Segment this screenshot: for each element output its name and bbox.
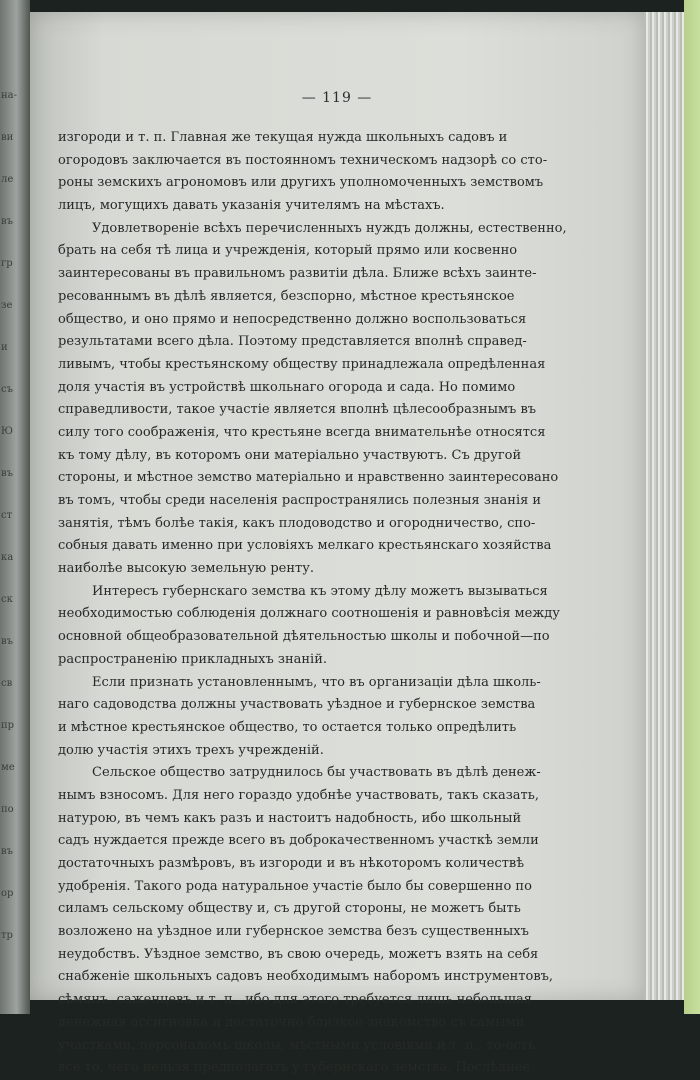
book-page bbox=[30, 12, 644, 1076]
left-page-fragment: Ю bbox=[1, 426, 13, 437]
text-line: ливымъ, чтобы крестьянскому обществу принадлежала опредѣленная bbox=[58, 356, 546, 372]
left-page-fragment: и bbox=[1, 342, 8, 353]
text-line: сѣмянъ, саженцевъ и т. п., ибо для этого требуется лишь небольшая bbox=[58, 992, 532, 1008]
left-page-fragment: въ bbox=[1, 216, 13, 227]
left-page-fragment: пр bbox=[1, 720, 15, 731]
text-line: нымъ взносомъ. Для него гораздо удобнѣе участвовать, такъ сказать, bbox=[58, 787, 539, 803]
text-line: и мѣстное крестьянское общество, то остается только опредѣлить bbox=[58, 719, 517, 735]
text-line: возложено на уѣздное или губернское земства безъ существенныхъ bbox=[58, 924, 529, 940]
left-page-fragment: зе bbox=[1, 300, 13, 311]
text-line: общество, и оно прямо и непосредственно должно воспользоваться bbox=[58, 311, 527, 327]
left-page-fragment: съ bbox=[1, 384, 13, 395]
text-line: огородовъ заключается въ постоянномъ техническомъ надзорѣ со сто- bbox=[58, 152, 548, 168]
left-page-fragment: въ bbox=[1, 846, 13, 857]
text-line: садъ нуждается прежде всего въ доброкачественномъ участкѣ земли bbox=[58, 833, 539, 849]
text-line: силамъ сельскому обществу и, съ другой стороны, не можетъ быть bbox=[58, 901, 521, 917]
text-line: ресованнымъ въ дѣлѣ является, безспорно, мѣстное крестьянское bbox=[58, 288, 515, 304]
book-cover-edge bbox=[684, 0, 700, 1014]
text-line: все то, чего нельзя предполагать у губернскаго земства. Послѣднее bbox=[58, 1060, 531, 1076]
text-line: заинтересованы въ правильномъ развитіи дѣла. Ближе всѣхъ заинте- bbox=[58, 266, 537, 282]
adjacent-left-page bbox=[0, 0, 30, 1014]
page-number: — 119 — bbox=[301, 90, 373, 106]
text-line: Сельское общество затруднилось бы участвовать въ дѣлѣ денеж- bbox=[92, 765, 541, 781]
text-line: къ тому дѣлу, въ которомъ они матеріально участвуютъ. Съ другой bbox=[58, 447, 522, 463]
text-line: лицъ, могущихъ давать указанія учителямъ на мѣстахъ. bbox=[58, 198, 445, 214]
text-line: наго садоводства должны участвовать уѣздное и губернское земства bbox=[58, 697, 536, 713]
text-line: денежная ассигновка и достаточно близкое знакомство съ самыми bbox=[58, 1014, 525, 1030]
text-line: Интересъ губернскаго земства къ этому дѣлу можетъ вызываться bbox=[92, 583, 548, 599]
text-line: справедливости, такое участіе является вполнѣ цѣлесообразнымъ въ bbox=[58, 402, 537, 418]
left-page-fragment: ка bbox=[1, 552, 14, 563]
text-line: долю участія этихъ трехъ учрежденій. bbox=[58, 742, 324, 758]
left-page-fragment: въ bbox=[1, 636, 13, 647]
page-edges bbox=[638, 12, 684, 1000]
left-page-fragment: въ bbox=[1, 468, 13, 479]
left-page-fragment: ле bbox=[1, 174, 14, 185]
text-line: роны земскихъ агрономовъ или другихъ уполномоченныхъ земствомъ bbox=[58, 175, 544, 191]
text-line: снабженіе школьныхъ садовъ необходимымъ наборомъ инструментовъ, bbox=[58, 969, 554, 985]
text-line: силу того соображенія, что крестьяне всегда внимательнѣе относятся bbox=[58, 424, 546, 440]
text-line: натурою, въ чемъ какъ разъ и настоитъ надобность, ибо школьный bbox=[58, 810, 522, 826]
left-page-fragment: св bbox=[1, 678, 13, 689]
text-line: распространенію прикладныхъ знаній. bbox=[58, 651, 328, 667]
text-line: Если признать установленнымъ, что въ организаціи дѣла школь- bbox=[92, 674, 541, 690]
text-line: неудобствъ. Уѣздное земство, въ свою очередь, можетъ взять на себя bbox=[58, 946, 539, 962]
left-page-fragment: ме bbox=[1, 762, 15, 773]
text-line: наиболѣе высокую земельную ренту. bbox=[58, 561, 314, 577]
page-body-text bbox=[58, 127, 606, 1080]
text-line: удобренія. Такого рода натуральное участіе было бы совершенно по bbox=[58, 878, 532, 894]
text-line: участками, персоналомъ школы, мѣстными условіями и т. п., то-есть bbox=[58, 1037, 536, 1053]
left-page-fragment: ви bbox=[1, 132, 14, 143]
text-line: собныя давать именно при условіяхъ мелкаго крестьянскаго хозяйства bbox=[58, 538, 552, 554]
left-page-fragment: ст bbox=[1, 510, 13, 521]
text-line: изгороди и т. п. Главная же текущая нужда школьныхъ садовъ и bbox=[58, 130, 508, 145]
text-line: брать на себя тѣ лица и учрежденія, который прямо или косвенно bbox=[58, 243, 518, 259]
left-page-fragment: по bbox=[1, 804, 14, 815]
text-line: стороны, и мѣстное земство матеріально и нравственно заинтересовано bbox=[58, 470, 559, 486]
text-line: занятія, тѣмъ болѣе такія, какъ плодоводство и огородничество, спо- bbox=[58, 515, 536, 531]
text-line: Удовлетвореніе всѣхъ перечисленныхъ нуждъ должны, естественно, bbox=[92, 220, 567, 236]
text-line: въ томъ, чтобы среди населенія распространялись полезныя знанія и bbox=[58, 493, 542, 508]
left-page-fragment: ск bbox=[1, 594, 13, 605]
left-page-fragment: на- bbox=[1, 90, 18, 101]
text-line: основной общеобразовательной дѣятельностью школы и побочной—по bbox=[58, 629, 550, 645]
text-line: доля участія въ устройствѣ школьнаго огорода и сада. Но помимо bbox=[58, 379, 516, 395]
left-page-fragment: ор bbox=[1, 888, 14, 899]
left-page-fragment: гр bbox=[1, 258, 13, 269]
text-line: результатами всего дѣла. Поэтому представляется вполнѣ справед- bbox=[58, 334, 527, 350]
text-line: достаточныхъ размѣровъ, въ изгороди и въ нѣкоторомъ количествѣ bbox=[58, 856, 525, 871]
text-line: необходимостью соблюденія должнаго соотношенія и равновѣсія между bbox=[58, 606, 560, 622]
left-page-fragment: тр bbox=[1, 930, 13, 941]
